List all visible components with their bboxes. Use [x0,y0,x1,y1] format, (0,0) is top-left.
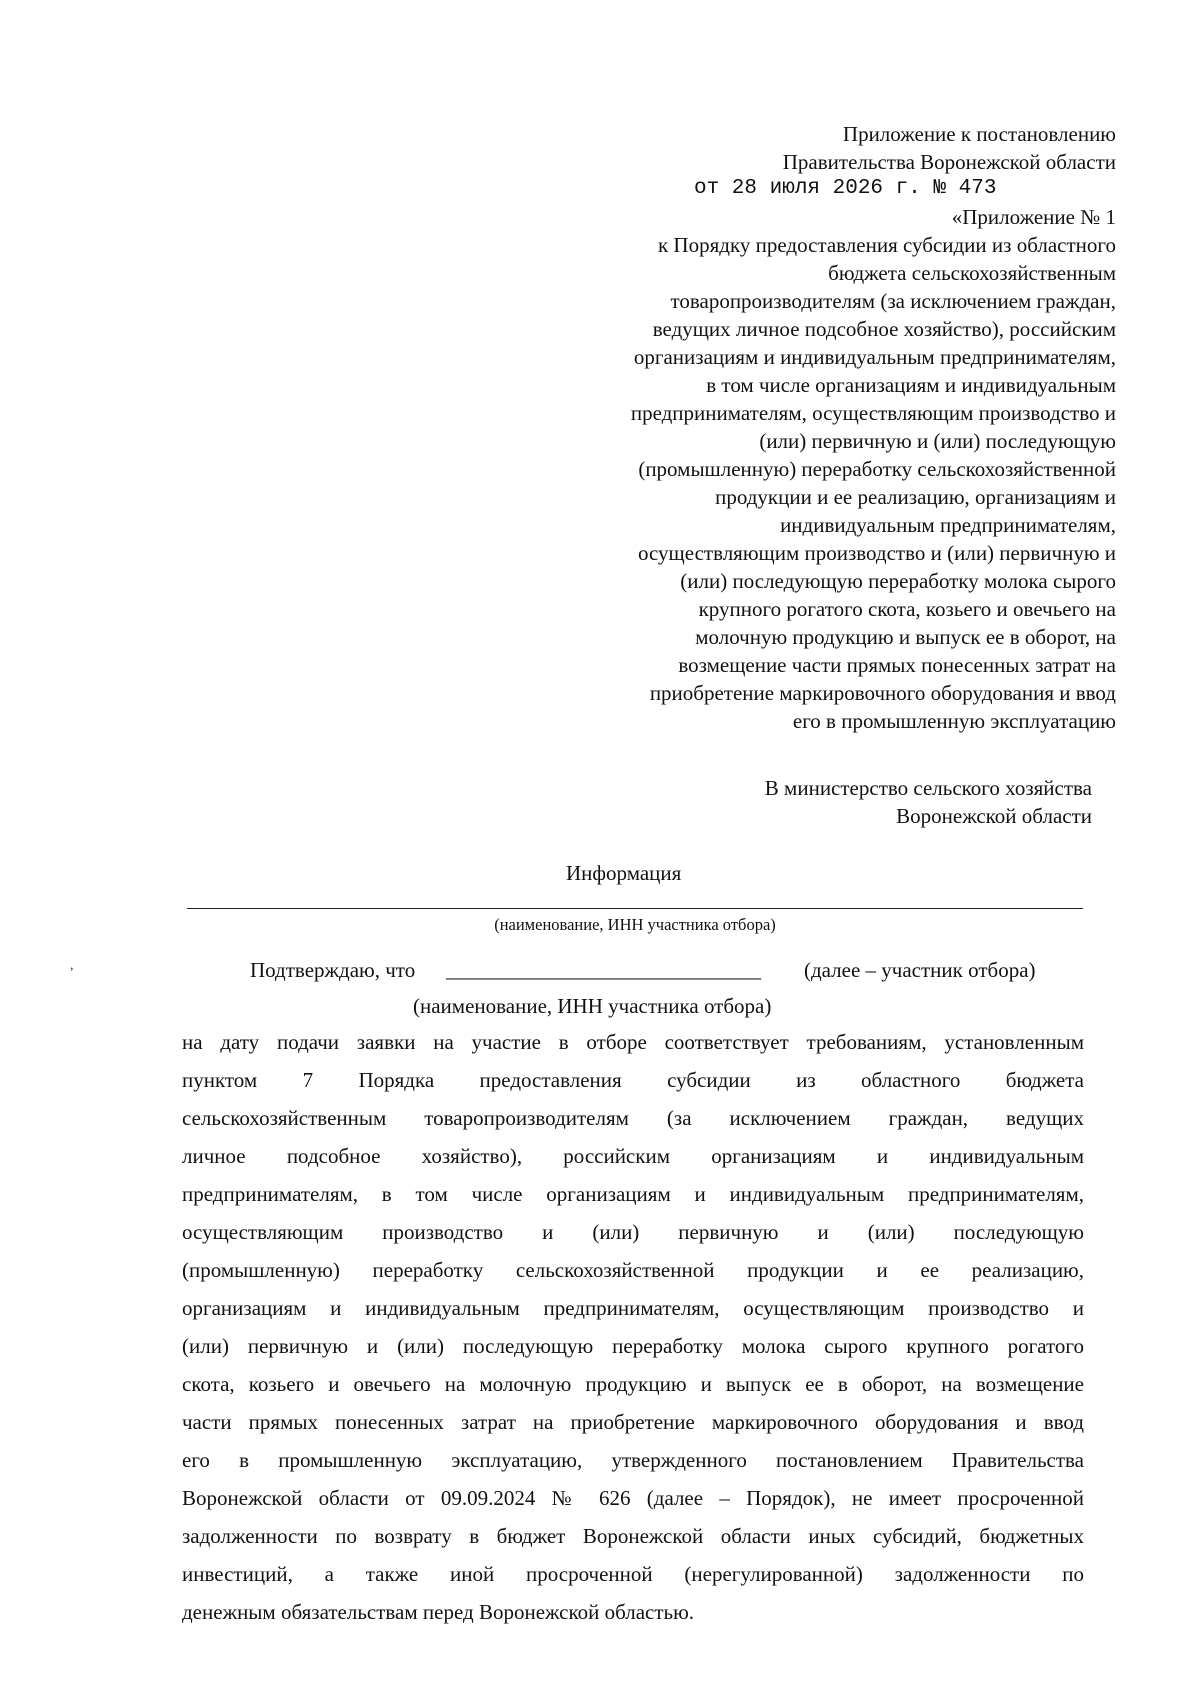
appendix-line: крупного рогатого скота, козьего и овечьего на [698,597,1116,621]
body-line: его в промышленную эксплуатацию, утвержденного постановлением Правительства [182,1448,1084,1472]
appendix-line: к Порядку предоставления субсидии из областного [657,233,1116,257]
appendix-line: осуществляющим производство и (или) первичную и [637,541,1116,565]
body-line: пунктом 7 Порядка предоставления субсидии из областного бюджета [182,1068,1084,1092]
appendix-line: (или) последующую переработку молока сырого [680,569,1116,593]
body-line: организациям и индивидуальным предпринимателям, осуществляющим производство и [182,1296,1084,1320]
addressee-line: В министерство сельского хозяйства [764,776,1092,800]
appendix-line: организациям и индивидуальным предпринимателям, [633,345,1116,369]
appendix-line: ведущих личное подсобное хозяйство), российским [652,317,1116,341]
body-line: личное подсобное хозяйство), российским организациям и индивидуальным [182,1144,1084,1168]
appendix-line: предпринимателям, осуществляющим производство и [630,401,1116,425]
body-line: части прямых понесенных затрат на приобретение маркировочного оборудования и ввод [182,1410,1084,1434]
appendix-line: молочную продукцию и выпуск ее в оборот, на [695,625,1116,649]
body-line: на дату подачи заявки на участие в отборе соответствует требованиям, установленным [182,1030,1084,1054]
appendix-line: его в промышленную эксплуатацию [792,709,1116,733]
applicant-name-blank: ______________________________ [446,958,761,982]
body-line: инвестиций, а также иной просроченной (нерегулированной) задолженности по [182,1562,1084,1586]
appendix-line: возмещение части прямых понесенных затрат на [678,653,1116,677]
body-line: осуществляющим производство и (или) первичную и (или) последующую [182,1220,1084,1244]
body-line: (или) первичную и (или) последующую переработку молока сырого крупного рогатого [182,1334,1084,1358]
header-line: Приложение к постановлению [842,122,1116,146]
body-line: скота, козьего и овечьего на молочную продукцию и выпуск ее в оборот, на возмещение [182,1372,1084,1396]
scan-mark: , [70,958,74,973]
body-line: задолженности по возврату в бюджет Воронежской области иных субсидий, бюджетных [182,1524,1084,1548]
resolution-date-number: от 28 июля 2026 г. № 473 [694,177,997,200]
appendix-line: продукции и ее реализацию, организациям и [715,485,1116,509]
appendix-line: «Приложение № 1 [951,205,1116,229]
appendix-line: индивидуальным предпринимателям, [780,513,1116,537]
body-line: Воронежской области от 09.09.2024 № 626 (далее – Порядок), не имеет просроченной [182,1486,1084,1510]
header-line: Правительства Воронежской области [782,150,1116,174]
applicant-caption: (наименование, ИНН участника отбора) [494,915,776,934]
appendix-line: приобретение маркировочного оборудования и ввод [649,681,1116,705]
appendix-line: (промышленную) переработку сельскохозяйственной [638,457,1116,481]
appendix-line: бюджета сельскохозяйственным [828,261,1116,285]
appendix-line: в том числе организациям и индивидуальным [706,373,1116,397]
confirm-prefix: Подтверждаю, что [250,958,416,982]
body-line: (промышленную) переработку сельскохозяйственной продукции и ее реализацию, [182,1258,1084,1282]
applicant-fill-line [187,908,1083,909]
appendix-line: (или) первичную и (или) последующую [759,429,1116,453]
document-title: Информация [566,861,682,885]
addressee-line: Воронежской области [896,804,1092,828]
body-line: сельскохозяйственным товаропроизводителям (за исключением граждан, ведущих [182,1106,1084,1130]
confirm-suffix: (далее – участник отбора) [804,958,1036,982]
appendix-line: товаропроизводителям (за исключением граждан, [670,289,1116,313]
confirm-caption: (наименование, ИНН участника отбора) [413,994,772,1018]
body-line: денежным обязательствам перед Воронежской областью. [182,1600,695,1624]
body-line: предпринимателям, в том числе организациям и индивидуальным предпринимателям, [182,1182,1084,1206]
